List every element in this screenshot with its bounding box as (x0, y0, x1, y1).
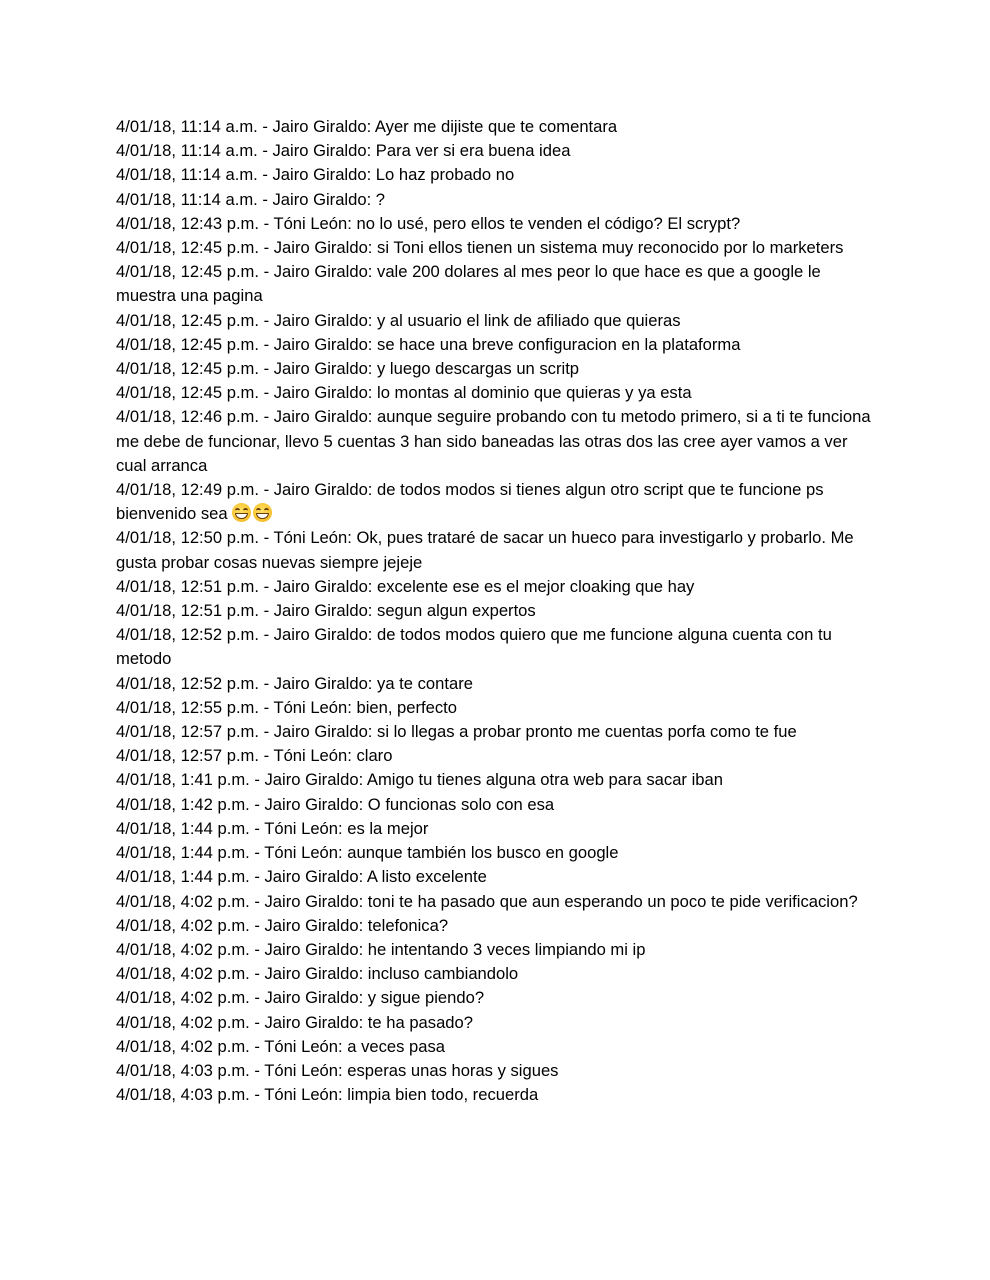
grinning-face-icon (232, 503, 251, 522)
chat-message: 4/01/18, 4:02 p.m. - Jairo Giraldo: he intentando 3 veces limpiando mi ip (116, 939, 646, 959)
chat-message: 4/01/18, 12:45 p.m. - Jairo Giraldo: si Toni ellos tienen un sistema muy reconocido por lo marketers (116, 238, 844, 258)
chat-message: 4/01/18, 4:03 p.m. - Tóni León: esperas unas horas y sigues (116, 1060, 559, 1080)
chat-message: 4/01/18, 4:02 p.m. - Jairo Giraldo: y sigue piendo? (116, 988, 485, 1008)
chat-message: 4/01/18, 1:41 p.m. - Jairo Giraldo: Amigo tu tienes alguna otra web para sacar iban (116, 770, 723, 790)
chat-message: 4/01/18, 4:02 p.m. - Tóni León: a veces pasa (116, 1036, 446, 1056)
chat-message: 4/01/18, 4:03 p.m. - Tóni León: limpia bien todo, recuerda (116, 1085, 539, 1105)
chat-message: 4/01/18, 4:02 p.m. - Jairo Giraldo: telefonica? (116, 915, 449, 935)
chat-message: 4/01/18, 11:14 a.m. - Jairo Giraldo: Lo haz probado no (116, 165, 515, 185)
chat-message: 4/01/18, 12:50 p.m. - Tóni León: Ok, pues trataré de sacar un hueco para investigarlo y probarlo. Me gusta probar cosas nuevas siempre jejeje (116, 528, 854, 572)
chat-message: 4/01/18, 11:14 a.m. - Jairo Giraldo: ? (116, 189, 386, 209)
chat-log (116, 115, 876, 1107)
chat-message (116, 478, 876, 526)
chat-message: 4/01/18, 11:14 a.m. - Jairo Giraldo: Para ver si era buena idea (116, 141, 571, 161)
chat-message: 4/01/18, 1:44 p.m. - Jairo Giraldo: A listo excelente (116, 867, 487, 887)
chat-message: 4/01/18, 1:42 p.m. - Jairo Giraldo: O funcionas solo con esa (116, 794, 555, 814)
chat-message-text: 4/01/18, 12:49 p.m. - Jairo Giraldo: de todos modos si tienes algun otro script que te funcione ps bienvenido sea (116, 480, 824, 524)
grinning-face-icon (253, 503, 272, 522)
chat-message: 4/01/18, 12:57 p.m. - Tóni León: claro (116, 746, 393, 766)
chat-message: 4/01/18, 12:45 p.m. - Jairo Giraldo: y luego descargas un scritp (116, 359, 580, 379)
chat-message: 4/01/18, 12:43 p.m. - Tóni León: no lo usé, pero ellos te venden el código? El scrypt? (116, 213, 741, 233)
chat-message: 4/01/18, 12:45 p.m. - Jairo Giraldo: vale 200 dolares al mes peor lo que hace es que a google le muestra una pagina (116, 262, 821, 306)
chat-message: 4/01/18, 12:51 p.m. - Jairo Giraldo: excelente ese es el mejor cloaking que hay (116, 576, 695, 596)
chat-message: 4/01/18, 12:52 p.m. - Jairo Giraldo: ya te contare (116, 673, 473, 693)
chat-message: 4/01/18, 4:02 p.m. - Jairo Giraldo: toni te ha pasado que aun esperando un poco te pide verificacion? (116, 891, 858, 911)
chat-message: 4/01/18, 4:02 p.m. - Jairo Giraldo: incluso cambiandolo (116, 964, 519, 984)
chat-message: 4/01/18, 12:45 p.m. - Jairo Giraldo: lo montas al dominio que quieras y ya esta (116, 383, 692, 403)
chat-message: 4/01/18, 12:46 p.m. - Jairo Giraldo: aunque seguire probando con tu metodo primero, si a ti te funciona me debe de funcionar, llevo 5 cuentas 3 han sido baneadas las otras dos las cree ayer vamos a ver cual arranca (116, 407, 871, 475)
chat-message: 4/01/18, 12:45 p.m. - Jairo Giraldo: se hace una breve configuracion en la plataforma (116, 334, 741, 354)
chat-message: 4/01/18, 12:52 p.m. - Jairo Giraldo: de todos modos quiero que me funcione alguna cuenta con tu metodo (116, 625, 832, 669)
chat-message: 4/01/18, 1:44 p.m. - Tóni León: es la mejor (116, 818, 429, 838)
chat-message: 4/01/18, 12:57 p.m. - Jairo Giraldo: si lo llegas a probar pronto me cuentas porfa como te fue (116, 722, 797, 742)
chat-message: 4/01/18, 1:44 p.m. - Tóni León: aunque también los busco en google (116, 843, 619, 863)
chat-message: 4/01/18, 12:45 p.m. - Jairo Giraldo: y al usuario el link de afiliado que quieras (116, 310, 681, 330)
chat-message: 4/01/18, 4:02 p.m. - Jairo Giraldo: te ha pasado? (116, 1012, 473, 1032)
chat-message: 4/01/18, 12:55 p.m. - Tóni León: bien, perfecto (116, 697, 458, 717)
chat-message: 4/01/18, 11:14 a.m. - Jairo Giraldo: Ayer me dijiste que te comentara (116, 117, 618, 136)
chat-message: 4/01/18, 12:51 p.m. - Jairo Giraldo: segun algun expertos (116, 601, 536, 621)
